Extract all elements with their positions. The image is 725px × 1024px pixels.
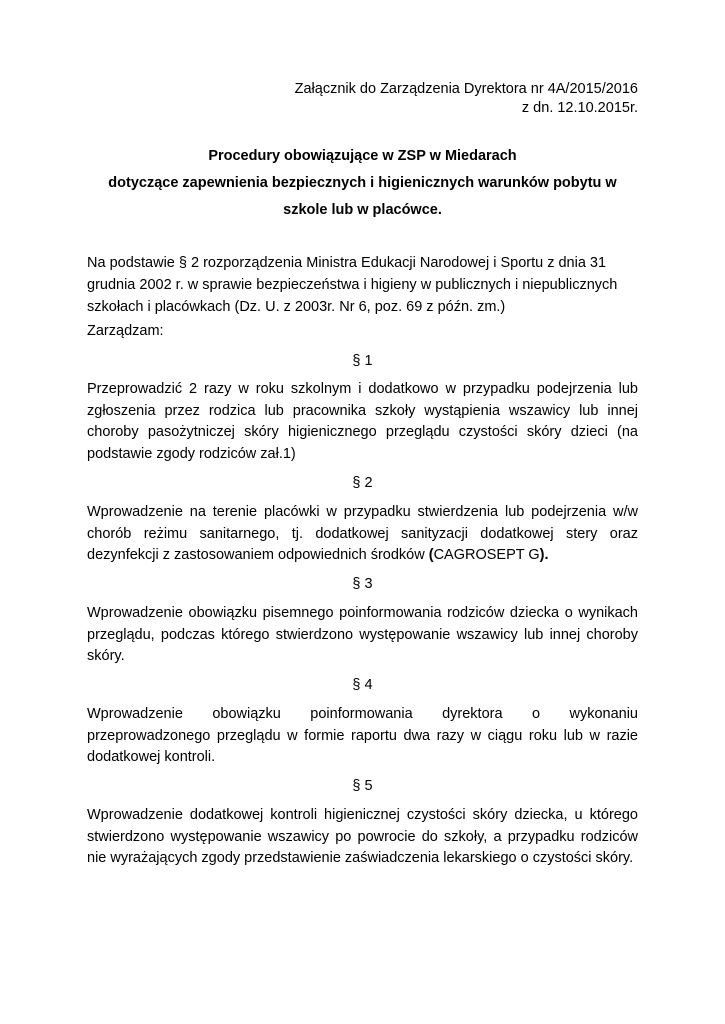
annex-line-2: z dn. 12.10.2015r. — [521, 100, 638, 116]
section-4-text: Wprowadzenie obowiązku poinformowania dyrektora o wykonaniu przeprowadzonego przeglądu w formie raportu dwa razy w ciągu roku lub w razie dodatkowej kontroli. — [87, 706, 638, 765]
section-5-text: Wprowadzenie dodatkowej kontroli higienicznej czystości skóry dziecka, u którego stwierdzono występowanie wszawicy po powrocie do szkoły, a przypadku rodziców nie wyrażających zgody przedstawienie zaświadczenia lekarskiego o czystości skóry. — [87, 807, 638, 866]
section-3-number: § 3 — [352, 576, 373, 592]
section-2-product-name: CAGROSEPT G — [433, 547, 540, 563]
order-label: Zarządzam: — [87, 323, 164, 339]
section-2-number: § 2 — [352, 475, 373, 491]
section-2-bold-close: ). — [539, 547, 549, 563]
section-2-text-main: Wprowadzenie na terenie placówki w przypadku stwierdzenia lub podejrzenia w/w chorób reżimu sanitarnego, tj. dodatkowej sanityzacji dodatkowej stery oraz dezynfekcji z zastosowaniem odpowiednich środków — [87, 504, 638, 563]
section-1-number: § 1 — [352, 353, 373, 369]
section-2-bold-open: ( — [428, 547, 434, 563]
document-title — [87, 143, 638, 224]
annex-header — [295, 80, 638, 118]
section-1-text: Przeprowadzić 2 razy w roku szkolnym i dodatkowo w przypadku podejrzenia lub zgłoszenia przez rodzica lub pracownika szkoły wystąpienia wszawicy lub innej choroby pasożytniczej skóry higienicznego przeglądu czystości skóry dzieci (na podstawie zgody rodziców zał.1) — [87, 381, 638, 462]
title-line-3: szkole lub w placówce. — [283, 202, 442, 218]
title-line-1: Procedury obowiązujące w ZSP w Miedarach — [208, 148, 517, 164]
section-3-text: Wprowadzenie obowiązku pisemnego poinformowania rodziców dziecka o wynikach przeglądu, podczas którego stwierdzono występowanie wszawicy lub innej choroby skóry. — [87, 605, 638, 664]
annex-line-1: Załącznik do Zarządzenia Dyrektora nr 4A/2015/2016 — [294, 81, 638, 97]
section-2-text — [87, 502, 638, 567]
legal-basis-paragraph: Na podstawie § 2 rozporządzenia Ministra Edukacji Narodowej i Sportu z dnia 31 grudnia 2002 r. w sprawie bezpieczeństwa i higieny w publicznych i niepublicznych szkołach i placówkach (Dz. U. z 2003r. Nr 6, poz. 69 z późn. zm.) — [87, 255, 618, 315]
section-5-number: § 5 — [352, 778, 373, 794]
section-4-number: § 4 — [352, 677, 373, 693]
title-line-2: dotyczące zapewnienia bezpiecznych i higienicznych warunków pobytu w — [108, 175, 617, 191]
